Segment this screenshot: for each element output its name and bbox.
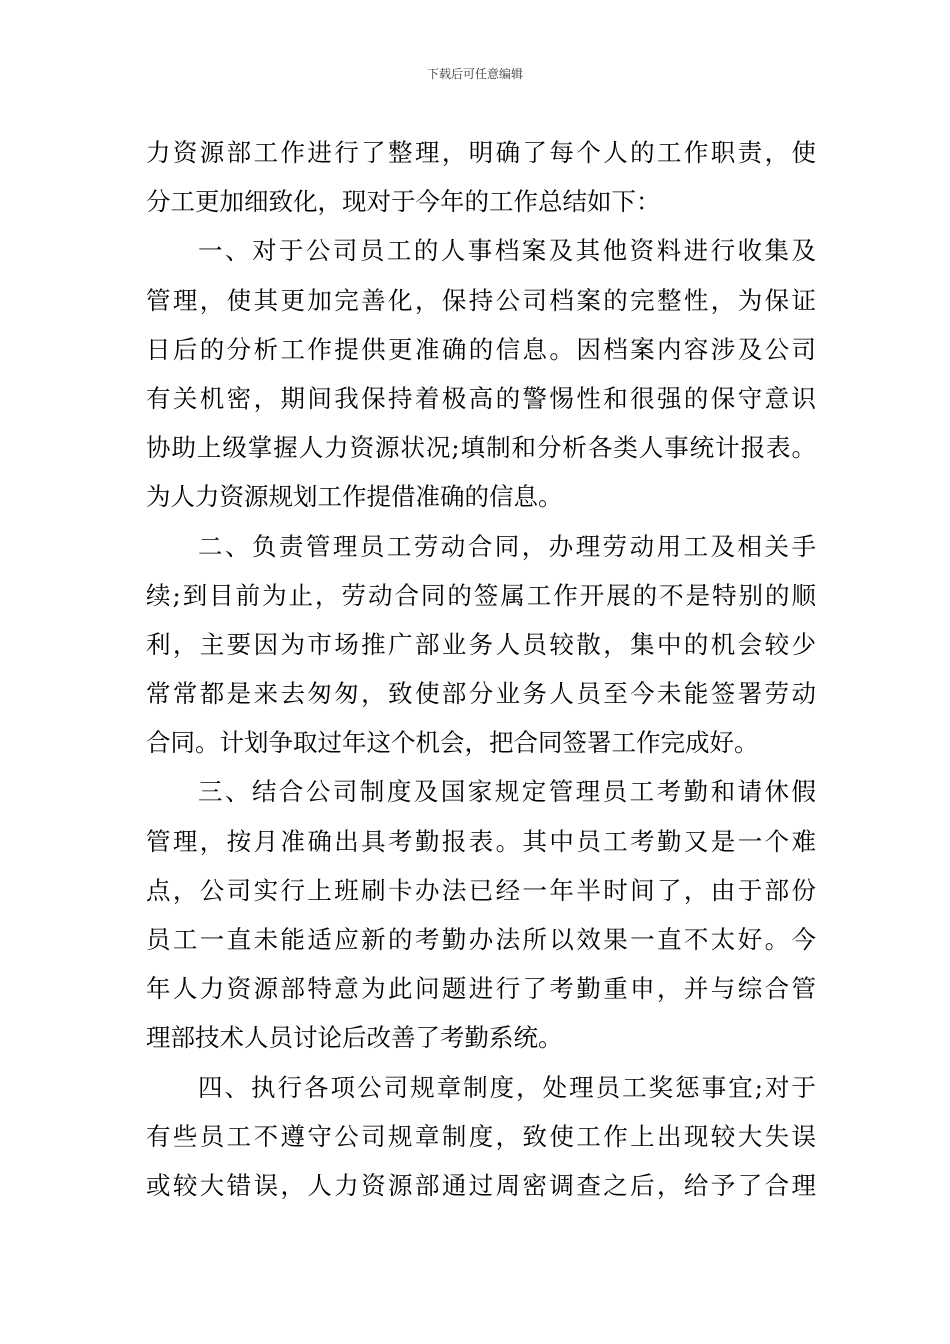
text-line: 续;到目前为止，劳动合同的签属工作开展的不是特别的顺 xyxy=(146,580,816,610)
text-line: 日后的分析工作提供更准确的信息。因档案内容涉及公司 xyxy=(146,334,816,364)
text-line: 四、执行各项公司规章制度，处理员工奖惩事宜;对于 xyxy=(198,1072,816,1102)
document-body xyxy=(146,128,816,1210)
text-line: 一、对于公司员工的人事档案及其他资料进行收集及 xyxy=(198,236,816,266)
text-line: 员工一直未能适应新的考勤办法所以效果一直不太好。今 xyxy=(146,925,816,954)
text-line: 有些员工不遵守公司规章制度，致使工作上出现较大失误 xyxy=(146,1121,816,1151)
text-line: 力资源部工作进行了整理，明确了每个人的工作职责，使 xyxy=(146,138,816,167)
text-line: 合同。计划争取过年这个机会，把合同签署工作完成好。 xyxy=(146,728,759,758)
text-line: 管理，按月准确出具考勤报表。其中员工考勤又是一个难 xyxy=(146,826,816,856)
text-line: 管理，使其更加完善化，保持公司档案的完整性，为保证 xyxy=(146,285,816,315)
text-line: 理部技术人员讨论后改善了考勤系统。 xyxy=(146,1023,563,1053)
text-line: 年人力资源部特意为此问题进行了考勤重申，并与综合管 xyxy=(146,974,816,1004)
text-line: 点，公司实行上班刷卡办法已经一年半时间了，由于部份 xyxy=(146,875,816,905)
text-line: 协助上级掌握人力资源状况;填制和分析各类人事统计报表。 xyxy=(146,433,816,463)
text-line: 三、结合公司制度及国家规定管理员工考勤和请休假 xyxy=(198,777,816,807)
text-line: 常常都是来去匆匆，致使部分业务人员至今未能签署劳动 xyxy=(146,679,816,709)
text-line: 为人力资源规划工作提借准确的信息。 xyxy=(146,482,563,512)
text-line: 二、负责管理员工劳动合同，办理劳动用工及相关手 xyxy=(198,531,816,561)
page-header: 下载后可任意编辑 xyxy=(426,67,523,81)
text-line: 或较大错误，人力资源部通过周密调查之后，给予了合理 xyxy=(146,1170,816,1200)
text-line: 分工更加细致化，现对于今年的工作总结如下： xyxy=(146,187,661,217)
text-line: 利，主要因为市场推广部业务人员较散，集中的机会较少 xyxy=(146,629,816,659)
text-line: 有关机密，期间我保持着极高的警惕性和很强的保守意识 xyxy=(146,383,816,413)
